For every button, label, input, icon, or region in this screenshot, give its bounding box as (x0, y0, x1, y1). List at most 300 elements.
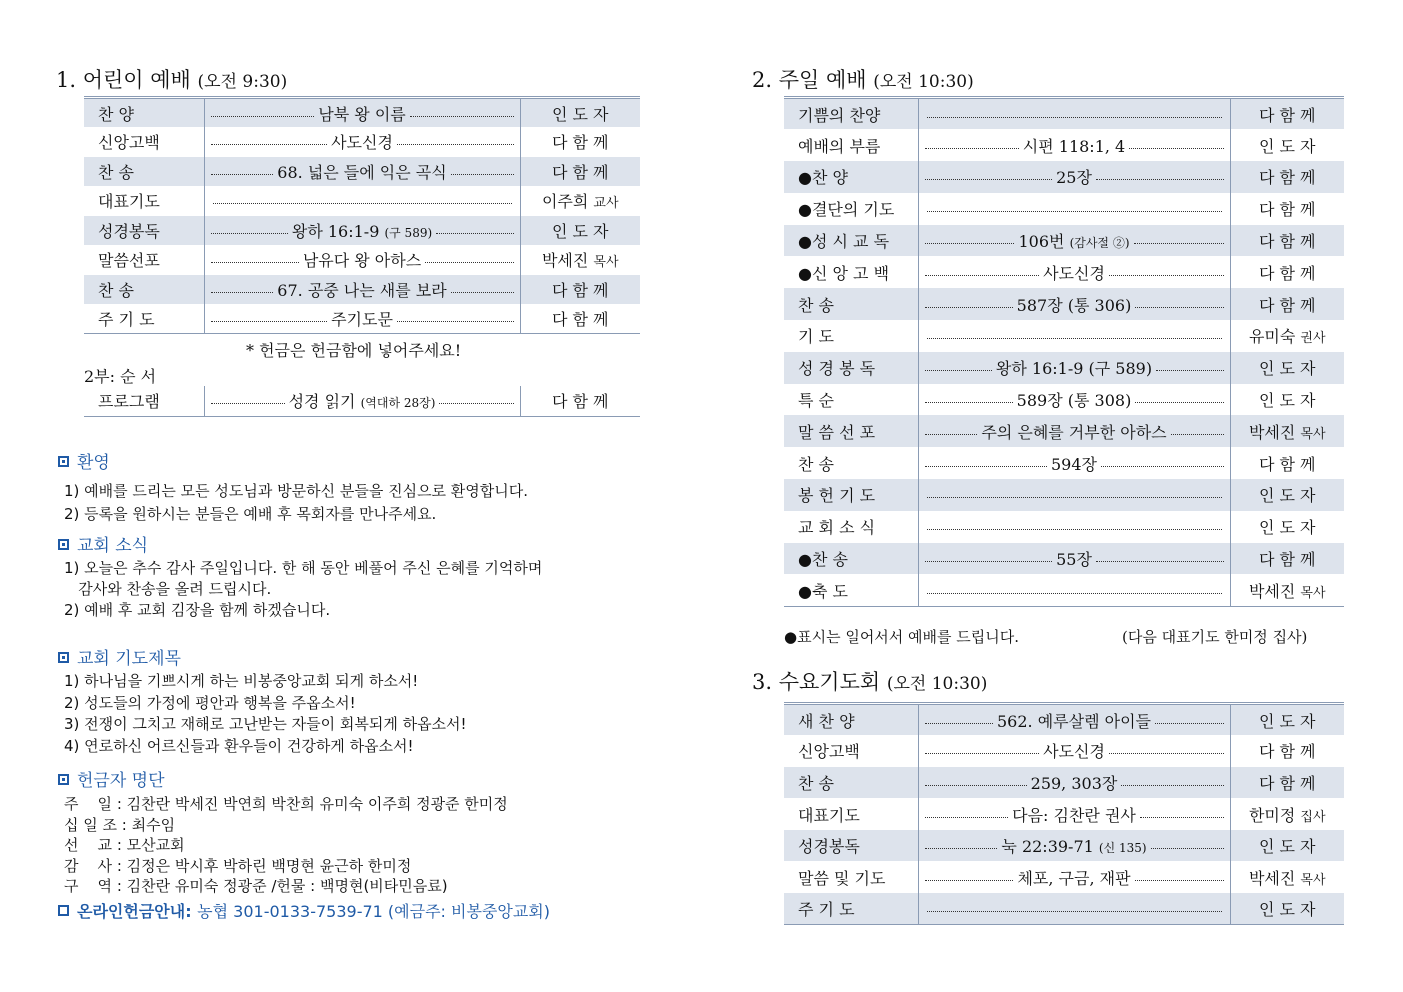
order-content (918, 511, 1230, 543)
content-text (275, 278, 448, 301)
order-row (784, 447, 1344, 479)
offering-note: * 헌금은 헌금함에 넣어주세요! (246, 341, 462, 360)
order-item: 말씀선포 (98, 251, 160, 271)
order-content (918, 288, 1230, 320)
sunday-worship-order-table (784, 96, 1344, 607)
order-item: 말 씀 선 포 (784, 415, 918, 447)
square-icon (58, 539, 69, 550)
order-leader (1230, 479, 1344, 511)
leader-role: 목사 (1300, 426, 1326, 442)
content-text (1049, 452, 1099, 475)
leader-dots (923, 547, 1226, 570)
content-text (329, 130, 395, 153)
order-content (918, 256, 1230, 288)
order-item: 찬 송 (84, 275, 204, 305)
online-label: 온라인헌금안내: (77, 902, 192, 921)
order-content (204, 127, 520, 157)
leader-dots (923, 866, 1226, 889)
order-row (784, 415, 1344, 447)
content-note: (감사절 ②) (1069, 236, 1130, 251)
order-content (204, 98, 520, 128)
dotted-line (1134, 243, 1224, 244)
dotted-line (925, 402, 1013, 403)
leader-name: 다 함 께 (1258, 295, 1316, 315)
content-text (329, 307, 395, 330)
content-main: 589장 (통 308) (1016, 391, 1132, 411)
order-leader (520, 186, 640, 216)
dotted-line (925, 723, 994, 724)
order-row (784, 288, 1344, 320)
order-item: 찬 송 (84, 157, 204, 187)
order-leader (1230, 129, 1344, 161)
order-item: 대표기도 (98, 192, 160, 212)
leader-name: 인 도 자 (1258, 837, 1316, 857)
order-content (204, 186, 520, 216)
leader-dots (923, 229, 1226, 252)
order-item: 예배의 부름 (798, 136, 881, 156)
dotted-line (1155, 723, 1224, 724)
donor-heading (58, 766, 165, 791)
content-text (1015, 293, 1134, 316)
order-item: 성경봉독 (784, 830, 918, 862)
order-content (918, 767, 1230, 799)
square-icon (58, 652, 69, 663)
order-item: 말씀 및 기도 (798, 868, 886, 888)
leader-role: 집사 (1300, 809, 1326, 825)
content-text (1015, 388, 1134, 411)
leader-name: 다 함 께 (1258, 550, 1316, 570)
leader-name: 인 도 자 (1258, 136, 1316, 156)
section-title-sunday-worship (752, 64, 974, 94)
dotted-line (925, 148, 1019, 149)
order-leader (1230, 98, 1344, 130)
order-row (84, 216, 640, 246)
leader-role: 권사 (1300, 331, 1326, 347)
leader-dots (923, 590, 1226, 591)
order-item: 대표기도 (798, 805, 860, 825)
dotted-line (451, 292, 514, 293)
leader-dots (923, 908, 1226, 909)
content-main: 눅 22:39-71 (1001, 837, 1094, 857)
dotted-line (925, 561, 1053, 562)
title-time: (오전 9:30) (197, 72, 288, 92)
dotted-line (211, 292, 274, 293)
order-leader (1230, 161, 1344, 193)
list-item: 4) 연로하신 어르신들과 환우들이 건강하게 하옵소서! (64, 736, 414, 755)
order-content (918, 225, 1230, 257)
order-leader (520, 127, 640, 157)
dotted-line (925, 753, 1040, 754)
stand-note: ●표시는 일어서서 예배를 드립니다. (784, 628, 1020, 646)
order-row (784, 256, 1344, 288)
content-text (316, 102, 407, 125)
order-item: ●신 앙 고 백 (798, 263, 890, 283)
content-main: 67. 공중 나는 새를 보라 (277, 280, 447, 300)
leader-name: 다 함 께 (1258, 105, 1316, 125)
order-content (918, 415, 1230, 447)
dotted-line (425, 262, 513, 263)
heading-text: 헌금자 명단 (77, 771, 165, 791)
order-leader (1230, 704, 1344, 736)
dotted-line (925, 275, 1040, 276)
order-content (918, 861, 1230, 893)
leader-name: 다 함 께 (551, 280, 609, 300)
content-main: 562. 예루살렘 아이들 (997, 711, 1151, 731)
order-leader (1230, 415, 1344, 447)
heading-text: 환영 (77, 453, 110, 473)
dotted-line (436, 233, 513, 234)
order-row (784, 574, 1344, 606)
order-row (84, 275, 640, 305)
leader-dots (209, 200, 516, 201)
dotted-line (925, 848, 998, 849)
order-content (204, 386, 520, 416)
dotted-line (439, 403, 513, 404)
leader-name: 박세진 (1248, 422, 1296, 442)
order-row (84, 386, 640, 416)
leader-name: 다 함 께 (1258, 742, 1316, 762)
order-content (918, 479, 1230, 511)
leader-dots (923, 335, 1226, 336)
dotted-line (927, 497, 1222, 498)
order-item: 주 기 도 (784, 893, 918, 925)
order-leader (520, 245, 640, 275)
order-leader (1230, 767, 1344, 799)
order-content (918, 798, 1230, 830)
next-prayer-note: (다음 대표기도 한미정 집사) (1122, 628, 1308, 646)
dotted-line (1109, 753, 1224, 754)
order-row (784, 98, 1344, 130)
leader-dots (923, 114, 1226, 115)
list-item: 1) 예배를 드리는 모든 성도님과 방문하신 분들을 진심으로 환영합니다. (64, 482, 529, 500)
list-item: 선 교 : 모산교회 (64, 836, 185, 854)
leader-name: 유미숙 (1248, 327, 1296, 347)
dotted-line (410, 116, 514, 117)
dotted-line (927, 911, 1222, 912)
content-text (1041, 739, 1107, 762)
content-main: 587장 (통 306) (1016, 295, 1132, 315)
dotted-line (451, 174, 514, 175)
dotted-line (397, 321, 514, 322)
order-item: 찬 송 (784, 767, 918, 799)
order-row (784, 193, 1344, 225)
dotted-line (925, 880, 1014, 881)
order-row (784, 893, 1344, 925)
dotted-line (1140, 817, 1224, 818)
dotted-line (211, 116, 315, 117)
leader-name: 박세진 (541, 251, 589, 271)
leader-name: 인 도 자 (1258, 711, 1316, 731)
order-row (784, 129, 1344, 161)
leader-dots (923, 261, 1226, 284)
dotted-line (1135, 307, 1223, 308)
list-item: 2) 예배 후 교회 김장을 함께 하겠습니다. (64, 601, 331, 619)
order-item: ●결단의 기도 (798, 200, 895, 220)
order-row (84, 186, 640, 216)
dotted-line (211, 321, 328, 322)
order-item: ●성 시 교 독 (784, 225, 918, 257)
order-row (784, 830, 1344, 862)
order-item: 신앙고백 (98, 133, 160, 153)
heading-text: 교회 소식 (77, 536, 149, 556)
order-row (784, 704, 1344, 736)
order-leader (1230, 320, 1344, 352)
order-item: 찬 양 (84, 98, 204, 128)
dotted-line (1171, 434, 1224, 435)
leader-name: 다 함 께 (1258, 232, 1316, 252)
order-item: 봉 헌 기 도 (784, 479, 918, 511)
leader-dots (923, 709, 1226, 732)
leader-dots (209, 160, 516, 183)
order-leader (1230, 193, 1344, 225)
content-text (1021, 134, 1127, 157)
news-heading (58, 531, 148, 556)
section-title-wednesday-prayer (752, 666, 987, 696)
title-time: (오전 10:30) (873, 72, 974, 92)
order-row (84, 127, 640, 157)
dotted-line (1129, 148, 1223, 149)
order-leader (520, 216, 640, 246)
leader-dots (209, 248, 516, 271)
list-item: 주 일 : 김찬란 박세진 박연희 박찬희 유미숙 이주희 정광준 한미정 (64, 795, 508, 813)
order-item: 찬 송 (798, 454, 834, 474)
dotted-line (927, 593, 1222, 594)
order-leader (1230, 511, 1344, 543)
leader-name: 다 함 께 (551, 392, 609, 412)
content-text (1016, 229, 1131, 252)
content-text (995, 709, 1153, 732)
leader-name: 박세진 (1248, 868, 1296, 888)
order-item: 프로그램 (98, 392, 160, 412)
order-row (784, 543, 1344, 575)
order-content (918, 893, 1230, 925)
order-content (204, 275, 520, 305)
leader-name: 이주희 (541, 192, 589, 212)
order-row (784, 384, 1344, 416)
order-item: 특 순 (798, 391, 834, 411)
title-text: 2. 주일 예배 (752, 68, 867, 92)
content-main: 시편 118:1, 4 (1022, 136, 1126, 156)
leader-dots (923, 803, 1226, 826)
order-item: 기쁨의 찬양 (784, 98, 918, 130)
order-leader (520, 98, 640, 128)
content-main: 사도신경 (1043, 263, 1105, 283)
list-item: 1) 하나님을 기쁘시게 하는 비봉중앙교회 되게 하소서! (64, 672, 419, 690)
list-item: 2) 성도들의 가정에 평안과 행복을 주옵소서! (64, 693, 356, 712)
order-content (204, 304, 520, 334)
leader-dots (923, 134, 1226, 157)
content-main: 55장 (1056, 550, 1092, 570)
content-main: 남유다 왕 아하스 (302, 251, 422, 271)
content-main: 남북 왕 이름 (318, 104, 406, 124)
dotted-line (925, 466, 1048, 467)
order-leader (1230, 288, 1344, 320)
leader-name: 다 함 께 (1258, 200, 1316, 220)
order-row (784, 225, 1344, 257)
order-content (204, 157, 520, 187)
content-text (301, 248, 423, 271)
section-title-children-worship (56, 64, 287, 94)
leader-role: 목사 (593, 255, 619, 271)
content-main: 주기도문 (331, 310, 393, 329)
welcome-heading (58, 448, 110, 473)
order-content (918, 98, 1230, 130)
order-item: 교 회 소 식 (798, 518, 876, 538)
dotted-line (1109, 275, 1224, 276)
leader-dots (923, 494, 1226, 495)
content-text (1015, 866, 1132, 889)
order-item: ●찬 송 (784, 543, 918, 575)
children-worship-order-table (84, 96, 640, 334)
order-item: 성경봉독 (84, 216, 204, 246)
content-text (1041, 261, 1107, 284)
dotted-line (211, 144, 328, 145)
order-leader (520, 275, 640, 305)
order-leader (1230, 574, 1344, 606)
leader-role: 목사 (1300, 872, 1326, 888)
order-content (918, 129, 1230, 161)
wednesday-prayer-order-table (784, 702, 1344, 925)
dotted-line (211, 233, 288, 234)
leader-role: 목사 (1300, 585, 1326, 601)
order-row (84, 157, 640, 187)
content-main: 사도신경 (1043, 742, 1105, 762)
leader-name: 다 함 께 (1258, 773, 1316, 793)
dotted-line (925, 179, 1053, 180)
dotted-line (397, 144, 514, 145)
dotted-line (927, 338, 1222, 339)
dotted-line (927, 529, 1222, 530)
order-item: 성 경 봉 독 (784, 352, 918, 384)
dotted-line (925, 785, 1027, 786)
order-content (918, 384, 1230, 416)
order-row (784, 798, 1344, 830)
content-main: 왕하 16:1-9 (291, 221, 380, 241)
leader-dots (923, 771, 1226, 794)
order-content (918, 161, 1230, 193)
prayer-heading (58, 644, 181, 669)
content-main: 왕하 16:1-9 (구 589) (995, 359, 1153, 379)
title-time: (오전 10:30) (886, 674, 988, 694)
order-content (918, 574, 1230, 606)
leader-dots (209, 130, 516, 153)
dotted-line (1101, 466, 1224, 467)
content-main: 사도신경 (331, 133, 393, 153)
dotted-line (925, 434, 978, 435)
order-leader (520, 157, 640, 187)
title-text: 3. 수요기도회 (752, 670, 881, 694)
leader-dots (209, 102, 516, 125)
content-text (994, 356, 1154, 379)
leader-dots (209, 389, 516, 412)
content-main: 68. 넓은 들에 익은 곡식 (277, 162, 447, 182)
content-text (287, 389, 438, 412)
order-item: 주 기 도 (98, 310, 155, 329)
order-leader (520, 386, 640, 416)
leader-dots (923, 834, 1226, 857)
leader-dots (209, 278, 516, 301)
square-icon (58, 456, 69, 467)
leader-dots (923, 165, 1226, 188)
square-icon (58, 774, 69, 785)
content-main: 25장 (1056, 168, 1092, 188)
leader-name: 인 도 자 (1258, 900, 1316, 920)
content-text (999, 834, 1148, 857)
order-row (784, 352, 1344, 384)
content-text (1010, 803, 1138, 826)
dotted-line (1135, 402, 1223, 403)
dotted-line (1135, 880, 1224, 881)
order-row (784, 735, 1344, 767)
order-leader (1230, 384, 1344, 416)
leader-name: 다 함 께 (551, 310, 609, 329)
content-main: 106번 (1018, 232, 1065, 252)
order-item: 새 찬 양 (784, 704, 918, 736)
list-item: 2) 등록을 원하시는 분들은 예배 후 목회자를 만나주세요. (64, 505, 437, 523)
leader-dots (923, 388, 1226, 411)
list-item: 십 일 조 : 최수임 (64, 815, 176, 834)
order-item: 신앙고백 (798, 742, 860, 762)
list-item: 감 사 : 김정은 박시후 박하린 백명현 윤근하 한미정 (64, 856, 412, 875)
content-main: 594장 (1051, 454, 1097, 474)
leader-name: 박세진 (1248, 581, 1296, 601)
leader-dots (923, 452, 1226, 475)
dotted-line (1156, 370, 1223, 371)
content-main: 259, 303장 (1030, 773, 1118, 793)
content-note: (신 135) (1098, 841, 1147, 856)
order-leader (1230, 735, 1344, 767)
content-note: (구 589) (384, 225, 433, 240)
online-offering-info (58, 899, 550, 922)
order-row (84, 304, 640, 334)
leader-dots (923, 293, 1226, 316)
dotted-line (213, 203, 512, 204)
part2-table (84, 386, 640, 417)
leader-name: 인 도 자 (551, 221, 609, 241)
leader-name: 다 함 께 (551, 162, 609, 182)
leader-dots (923, 208, 1226, 209)
heading-text: 교회 기도제목 (77, 649, 181, 669)
order-row (84, 245, 640, 275)
content-main: 체포, 구금, 재판 (1017, 868, 1131, 888)
dotted-line (1151, 848, 1224, 849)
leader-dots (923, 420, 1226, 443)
leader-dots (209, 219, 516, 242)
leader-name: 다 함 께 (1258, 454, 1316, 474)
dotted-line (1096, 179, 1224, 180)
leader-name: 인 도 자 (1258, 359, 1316, 379)
content-main: 성경 읽기 (288, 392, 356, 412)
content-text (1054, 165, 1094, 188)
content-main: 주의 은혜를 거부한 아하스 (981, 422, 1167, 442)
order-leader (1230, 798, 1344, 830)
order-item: ●찬 양 (784, 161, 918, 193)
order-content (918, 704, 1230, 736)
order-item: 기 도 (798, 327, 834, 347)
leader-dots (923, 739, 1226, 762)
order-content (918, 447, 1230, 479)
content-text (290, 219, 434, 242)
content-text (1054, 547, 1094, 570)
order-content (204, 245, 520, 275)
order-content (918, 352, 1230, 384)
leader-role: 교사 (593, 196, 619, 212)
order-content (918, 735, 1230, 767)
order-row (784, 479, 1344, 511)
leader-dots (923, 526, 1226, 527)
order-leader (1230, 861, 1344, 893)
title-text: 1. 어린이 예배 (56, 68, 191, 92)
